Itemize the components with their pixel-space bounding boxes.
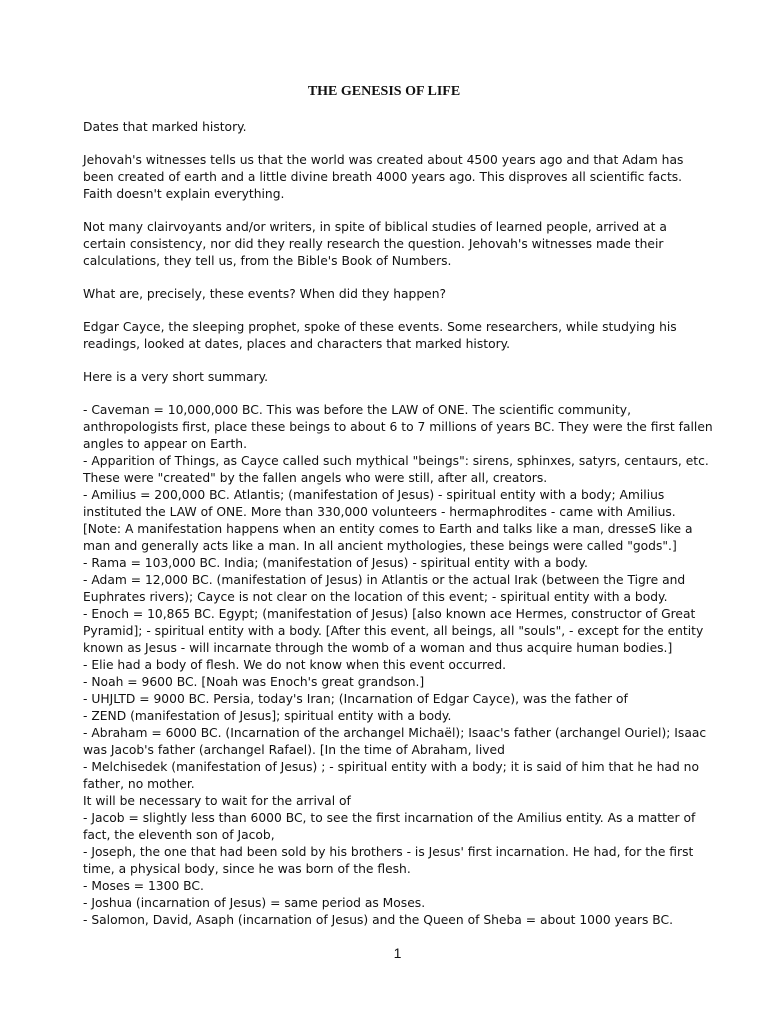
paragraph-edgar-cayce: Edgar Cayce, the sleeping prophet, spoke of these events. Some researchers, while studying his readings, looked at dates, places and characters that marked history. <box>83 320 677 351</box>
list-item: - Joshua (incarnation of Jesus) = same period as Moses. <box>83 896 426 910</box>
list-item: - Rama = 103,000 BC. India; (manifestation of Jesus) - spiritual entity with a body. <box>83 556 588 570</box>
timeline-list <box>83 402 713 929</box>
list-item: - Abraham = 6000 BC. (Incarnation of the archangel Michaël); Isaac's father (archangel Ouriel); Isaac was Jacob's father (archangel Rafael). [In the time of Abraham, lived <box>83 726 707 757</box>
list-item: - Noah = 9600 BC. [Noah was Enoch's great grandson.] <box>83 675 425 689</box>
paragraph-intro: Dates that marked history. <box>83 120 247 134</box>
list-item: - Jacob = slightly less than 6000 BC, to see the first incarnation of the Amilius entity. As a matter of fact, the eleventh son of Jacob, <box>83 811 696 842</box>
paragraph-summary-intro: Here is a very short summary. <box>83 370 269 384</box>
paragraph-question: What are, precisely, these events? When did they happen? <box>83 287 447 301</box>
document-body <box>83 119 713 929</box>
list-item: - Joseph, the one that had been sold by his brothers - is Jesus' first incarnation. He had, for the first time, a physical body, since he was born of the flesh. <box>83 845 694 876</box>
list-item: - ZEND (manifestation of Jesus]; spiritual entity with a body. <box>83 709 452 723</box>
list-item: - Adam = 12,000 BC. (manifestation of Jesus) in Atlantis or the actual Irak (between the Tigre and Euphrates rivers); Cayce is not clear on the location of this event; - spiritual entity with a body. <box>83 573 686 604</box>
list-item: - Caveman = 10,000,000 BC. This was before the LAW of ONE. The scientific community, anthropologists first, place these beings to about 6 to 7 millions of years BC. They were the first fallen angles to appear on Earth. <box>83 403 713 451</box>
list-item: - Apparition of Things, as Cayce called such mythical "beings": sirens, sphinxes, satyrs, centaurs, etc. These were "created" by the fallen angels who were still, after all, creators. <box>83 454 709 485</box>
list-item: - Moses = 1300 BC. <box>83 879 204 893</box>
list-item: - Enoch = 10,865 BC. Egypt; (manifestation of Jesus) [also known ace Hermes, constructor of Great Pyramid]; - spiritual entity with a body. [After this event, all beings, all "souls", - except for the entity known as Jesus - will incarnate through the womb of a woman and thus acquire human bodies.] <box>83 607 704 655</box>
list-item: - Melchisedek (manifestation of Jesus) ; - spiritual entity with a body; it is said of him that he had no father, no mother. <box>83 760 699 791</box>
list-item: - UHJLTD = 9000 BC. Persia, today's Iran; (Incarnation of Edgar Cayce), was the father of <box>83 692 628 706</box>
list-item: - Salomon, David, Asaph (incarnation of Jesus) and the Queen of Sheba = about 1000 years BC. <box>83 913 674 927</box>
paragraph-clairvoyants: Not many clairvoyants and/or writers, in spite of biblical studies of learned people, arrived at a certain consistency, nor did they really research the question. Jehovah's witnesses made their calculations, they tell us, from the Bible's Book of Numbers. <box>83 220 667 268</box>
document-title: THE GENESIS OF LIFE <box>307 84 461 99</box>
list-item: - Elie had a body of flesh. We do not know when this event occurred. <box>83 658 507 672</box>
paragraph-jehovah-witnesses: Jehovah's witnesses tells us that the world was created about 4500 years ago and that Adam has been created of earth and a little divine breath 4000 years ago. This disproves all scientific facts. Faith doesn't explain everything. <box>83 153 684 201</box>
list-item: It will be necessary to wait for the arrival of <box>83 794 351 808</box>
list-item: - Amilius = 200,000 BC. Atlantis; (manifestation of Jesus) - spiritual entity with a body; Amilius instituted the LAW of ONE. More than 330,000 volunteers - hermaphrodites - came with Amilius. [Note: A manifestation happens when an entity comes to Earth and talks like a man, dresseS like a man and generally acts like a man. In all ancient mythologies, these beings were called "gods".] <box>83 488 693 553</box>
page-number: 1 <box>393 945 402 961</box>
